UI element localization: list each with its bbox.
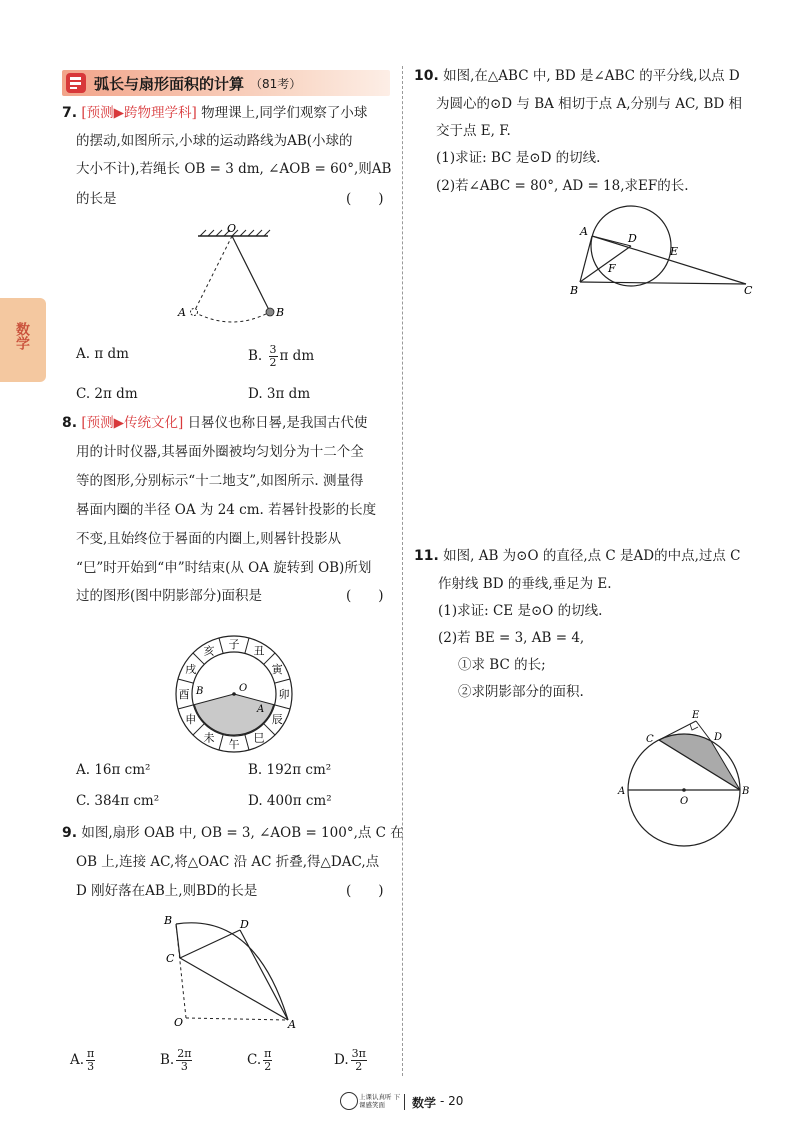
q8-dial-label: 巳 [253,731,265,745]
q9-sector-figure [160,910,310,1034]
exam-count: （81考） [250,77,302,91]
q10-line-1: 如图,在△ABC 中, BD 是∠ABC 的平分线,以点 D [443,68,740,84]
footer-subject: 数学 [412,1096,437,1110]
q8-line-6: “巳”时开始到“申”时结束(从 OA 旋转到 OB)所划 [76,560,372,576]
q7-tag: [预测▶跨物理学科] [81,105,197,121]
q9-label-D: D [240,918,249,931]
q8-line-1: 日晷仪也称日晷,是我国古代使 [187,415,368,431]
footer-logo-text: 上课认真听 下课感笑面 [359,1093,401,1109]
q7-pendulum-figure [170,222,300,332]
q8-dial-label: 卯 [278,688,290,701]
q8-line-7: 过的图形(图中阴影部分)面积是 [76,588,263,604]
q8-option-c[interactable]: C. 384π cm² [76,793,160,809]
q8-dial-label: 午 [228,738,240,751]
q9-line-3: D 刚好落在AB上,则BD的长是 [76,883,258,899]
q8-option-b[interactable]: B. 192π cm² [248,762,332,778]
q8-dial-label: 辰 [271,713,283,726]
q9-option-a[interactable]: A. $\frac{\pi}{3}$ [70,1047,95,1073]
mascot-logo-icon [340,1092,358,1110]
q8-dial-label: 未 [203,731,215,745]
q8-number: 8. [62,415,78,431]
q8-dial-label: 寅 [271,663,283,676]
q11-line-2: 作射线 BD 的垂线,垂足为 E. [438,576,612,592]
q11-line-4: (2)若 BE = 3, AB = 4, [438,630,585,646]
q8-answer-bracket: ( ) [346,588,384,604]
q7-label-A: A [178,306,186,319]
q10-label-C: C [744,284,753,297]
q9-label-C: C [166,952,175,965]
q7-line-1: 物理课上,同学们观察了小球 [201,105,368,121]
q10-line-2: 为圆心的⊙D 与 BA 相切于点 A,分别与 AC, BD 相 [436,96,743,112]
section-title: 弧长与扇形面积的计算 [94,75,245,93]
q7-line-2: 的摆动,如图所示,小球的运动路线为AB(小球的 [76,133,353,149]
q8-line-5: 不变,且始终位于晷面的内圈上,则晷针投影从 [76,531,342,547]
q7-label-O: O [227,222,237,235]
q10-line-3: 交于点 E, F. [436,123,511,139]
q10-label-F: F [608,262,616,275]
q7-line-4: 的长是 [76,191,117,207]
q10-circle-figure [570,200,760,300]
q10-number: 10. [414,68,439,84]
q11-label-E: E [692,710,700,721]
q8-dial-label: 丑 [253,644,265,658]
footer-divider [404,1094,405,1110]
q8-dial-label: 申 [185,713,197,726]
q8-line-2: 用的计时仪器,其晷面外圈被均匀划分为十二个全 [76,444,364,460]
q8-line-3: 等的图形,分别标示“十二地支”,如图所示. 测量得 [76,473,364,489]
q9-option-d[interactable]: D. $\frac{3\pi}{2}$ [334,1047,366,1073]
q7-number: 7. [62,105,78,121]
q7-line-3: 大小不计),若绳长 OB = 3 dm, ∠AOB = 60°,则AB [76,161,392,177]
q8-sundial-figure [172,632,296,756]
q8-option-d[interactable]: D. 400π cm² [248,793,332,809]
q10-label-B: B [570,284,579,297]
q11-label-A: A [618,786,626,797]
q8-dial-label: 戌 [185,663,197,676]
side-tab-label: 数学 [14,322,30,350]
q7-option-b[interactable]: B. $\frac{3}{2}$ π dm [248,343,315,369]
page-number: - 20 [440,1094,464,1108]
q10-line-4: (1)求证: BC 是⊙D 的切线. [436,150,601,166]
q10-line-5: (2)若∠ABC = 80°, AD = 18,求EF的长. [436,178,689,194]
q8-label-B: B [196,686,204,697]
q9-answer-bracket: ( ) [346,883,384,899]
q9-line-2: OB 上,连接 AC,将△OAC 沿 AC 折叠,得△DAC,点 [76,854,380,870]
q10-label-D: D [628,232,637,245]
q11-line-3: (1)求证: CE 是⊙O 的切线. [438,603,603,619]
q10-label-E: E [670,245,679,258]
q8-label-O: O [239,683,248,694]
q11-circle-figure [616,706,756,856]
q11-label-O: O [680,796,689,807]
q7-option-a[interactable]: A. π dm [76,346,129,362]
q8-dial-label: 亥 [203,644,215,658]
q7-option-d[interactable]: D. 3π dm [248,386,311,402]
q7-option-c[interactable]: C. 2π dm [76,386,138,402]
q11-label-C: C [646,734,654,745]
q8-line-4: 晷面内圈的半径 OA 为 24 cm. 若晷针投影的长度 [76,502,377,518]
q11-number: 11. [414,548,439,564]
q9-option-c[interactable]: C. $\frac{\pi}{2}$ [247,1047,272,1073]
column-divider [402,66,403,1076]
q9-number: 9. [62,825,78,841]
q8-tag: [预测▶传统文化] [81,415,184,431]
q11-label-D: D [714,732,723,743]
q11-line-1: 如图, AB 为⊙O 的直径,点 C 是AD的中点,过点 C [443,548,741,564]
q9-label-B: B [164,914,173,927]
q8-label-A: A [257,704,265,715]
section-header [62,70,390,96]
q8-option-a[interactable]: A. 16π cm² [76,762,151,778]
q9-label-A: A [288,1018,296,1031]
q7-label-B: B [276,306,285,319]
book-icon [66,73,86,93]
q9-line-1: 如图,扇形 OAB 中, OB = 3, ∠AOB = 100°,点 C 在 [81,825,404,841]
q8-dial-label: 酉 [178,688,190,701]
side-tab [0,298,46,382]
q8-dial-label: 子 [228,638,240,651]
q9-option-b[interactable]: B. $\frac{2\pi}{3}$ [160,1047,192,1073]
q11-line-6: ②求阴影部分的面积. [458,684,584,700]
q10-label-A: A [580,225,588,238]
q9-label-O: O [174,1016,184,1029]
q11-label-B: B [742,786,750,797]
footer [340,1090,480,1120]
q7-answer-bracket: ( ) [346,191,384,207]
q11-line-5: ①求 BC 的长; [458,657,546,673]
